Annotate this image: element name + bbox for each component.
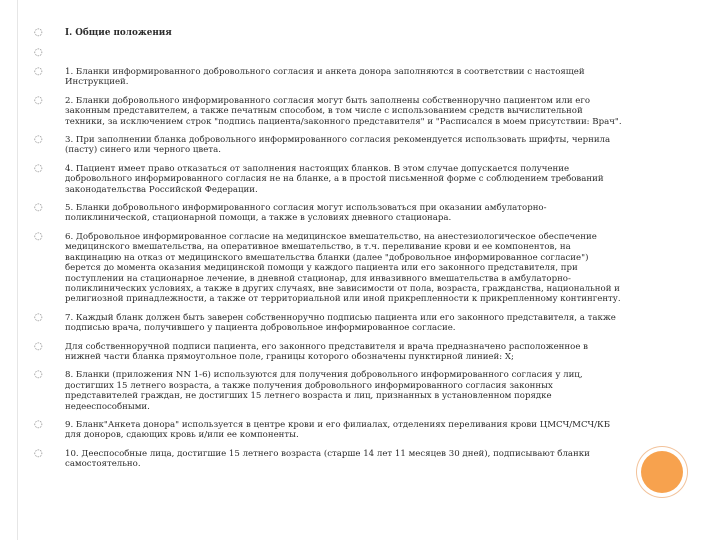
radio-ring-icon: ◌ xyxy=(34,447,43,459)
list-item-text: Для собственноручной подписи пациента, его законного представителя и врача предназначено расположенное в нижней части бланка прямоугольное поле, границы которого обозначены пунктирной линией: X; xyxy=(65,341,588,362)
list-item xyxy=(34,420,624,441)
radio-ring-icon: ◌ xyxy=(34,66,43,77)
radio-ring-icon: ◌ xyxy=(34,230,43,242)
radio-ring-icon: ◌ xyxy=(34,369,43,381)
radio-ring-icon: ◌ xyxy=(34,134,43,146)
list-item-heading xyxy=(34,28,624,39)
list-item-text: 9. Бланк"Анкета донора" используется в центре крови и его филиалах, отделениях переливания крови ЦМСЧ/МСЧ/КБ для доноров, сдающих кровь и/или ее компоненты. xyxy=(65,419,611,441)
section-heading: I. Общие положения xyxy=(65,28,172,38)
radio-ring-icon: ◌ xyxy=(34,311,43,323)
list-item xyxy=(34,449,624,470)
list-item xyxy=(34,135,624,156)
list-item-text: 2. Бланки добровольного информированного согласия могут быть заполнены собственноручно пациентом или его законным представителем, а также печатным способом, в том числе с использованием средств вычислительной техники, за исключением строк "подпись пациента/законного представителя" и "Расписался в моем присутствии: Врач". xyxy=(65,95,622,127)
list-item-text: 7. Каждый бланк должен быть заверен собственноручно подписью пациента или его законного представителя, а также подписью врача, получившего у пациента добровольное информированное согласие. xyxy=(65,312,616,334)
list-item xyxy=(34,67,624,88)
radio-ring-icon: ◌ xyxy=(34,202,43,214)
list-item-text: 8. Бланки (приложения NN 1-6) используются для получения добровольного информированного согласия у лиц, достигших 15 летнего возраста, а также получения добровольного информированного согласия законных представителей граждан, не достигших 15 летнего возраста и лиц, признанных в установленном порядке недееспособными. xyxy=(65,370,583,412)
list-item xyxy=(34,313,624,334)
list-item-text: 4. Пациент имеет право отказаться от заполнения настоящих бланков. В этом случае допускается получение добровольного информированного согласия не на бланке, а в простой письменной форме с соблюдением требований законодательства Российской Федерации. xyxy=(65,163,604,195)
list-item xyxy=(34,203,624,224)
bullet-list xyxy=(34,28,624,470)
list-item xyxy=(34,164,624,195)
radio-ring-icon: ◌ xyxy=(34,162,43,174)
radio-ring-icon: ◌ xyxy=(34,340,43,352)
decorative-orange-circle xyxy=(641,451,683,493)
list-item-text: 5. Бланки добровольного информированного согласия могут использоваться при оказании амбулаторно-поликлинической, стационарной помощи, а также в условиях дневного стационара. xyxy=(65,203,547,224)
radio-ring-icon: ◌ xyxy=(34,418,43,430)
list-item xyxy=(34,370,624,412)
list-item-empty xyxy=(34,48,624,59)
list-item-text: 3. При заполнении бланка добровольного информированного согласия рекомендуется использовать шрифты, чернила (пасту) синего или черного цвета. xyxy=(65,135,611,156)
list-item xyxy=(34,342,624,363)
radio-ring-icon: ◌ xyxy=(34,27,43,38)
left-border-line xyxy=(17,0,18,540)
list-item-text: 6. Добровольное информированное согласие на медицинское вмешательство, на анестезиологическое обеспечение медицинского вмешательства, на оперативное вмешательство, в т.ч. переливание крови и ее компонентов, на вакцинацию на отказ от медицинского вмешательства бланки (далее "добровольное информированное согласие") берется до момента оказания медицинской помощи у каждого пациента или его законного представителя, при поступлении на стационарное лечение, в дневной стационар, для инвазивного вмешательства в амбулаторно-поликлинических условиях, а также в других случаях, вне зависимости от пола, возраста, гражданства, национальной и религиозной принадлежности, а также от территориальной или иной прикрепленности к прикрепленному контингенту. xyxy=(65,231,621,305)
list-item-text: 1. Бланки информированного добровольного согласия и анкета донора заполняются в соответствии с настоящей Инструкцией. xyxy=(65,67,585,88)
list-item xyxy=(34,96,624,127)
radio-ring-icon: ◌ xyxy=(34,94,43,106)
list-item-text: 10. Дееспособные лица, достигшие 15 летнего возраста (старше 14 лет 11 месяцев 30 дней), подписывают бланки самостоятельно. xyxy=(65,448,590,470)
radio-ring-icon: ◌ xyxy=(34,47,43,58)
list-item xyxy=(34,232,624,305)
